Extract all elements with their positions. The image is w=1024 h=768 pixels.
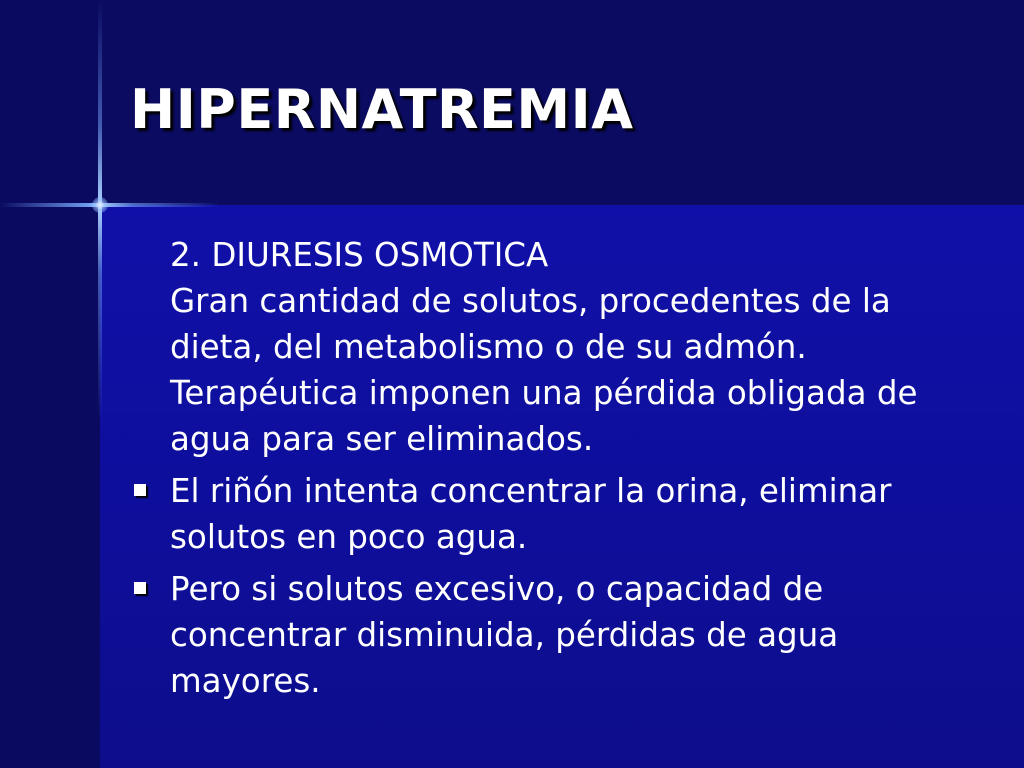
bullet-square-icon xyxy=(130,468,170,560)
bullet-text: El riñón intenta concentrar la orina, eliminar solutos en poco agua. xyxy=(170,472,892,556)
slide-body xyxy=(130,232,990,704)
bullet-item xyxy=(130,468,990,560)
left-band xyxy=(0,0,100,768)
sub-paragraph xyxy=(130,232,990,462)
bullet-square-icon xyxy=(130,566,170,704)
star-flare-core xyxy=(92,197,108,213)
bullet-item xyxy=(130,566,990,704)
star-flare-horizontal xyxy=(0,203,220,207)
bullet-text: Pero si solutos excesivo, o capacidad de concentrar disminuida, pérdidas de agua mayores. xyxy=(170,570,839,700)
slide-title: HIPERNATREMIA xyxy=(130,78,634,141)
paragraph-text: Gran cantidad de solutos, procedentes de la dieta, del metabolismo o de su admón. Terapéutica imponen una pérdida obligada de agua para ser eliminados. xyxy=(170,282,918,458)
subheading: 2. DIURESIS OSMOTICA xyxy=(170,236,549,274)
